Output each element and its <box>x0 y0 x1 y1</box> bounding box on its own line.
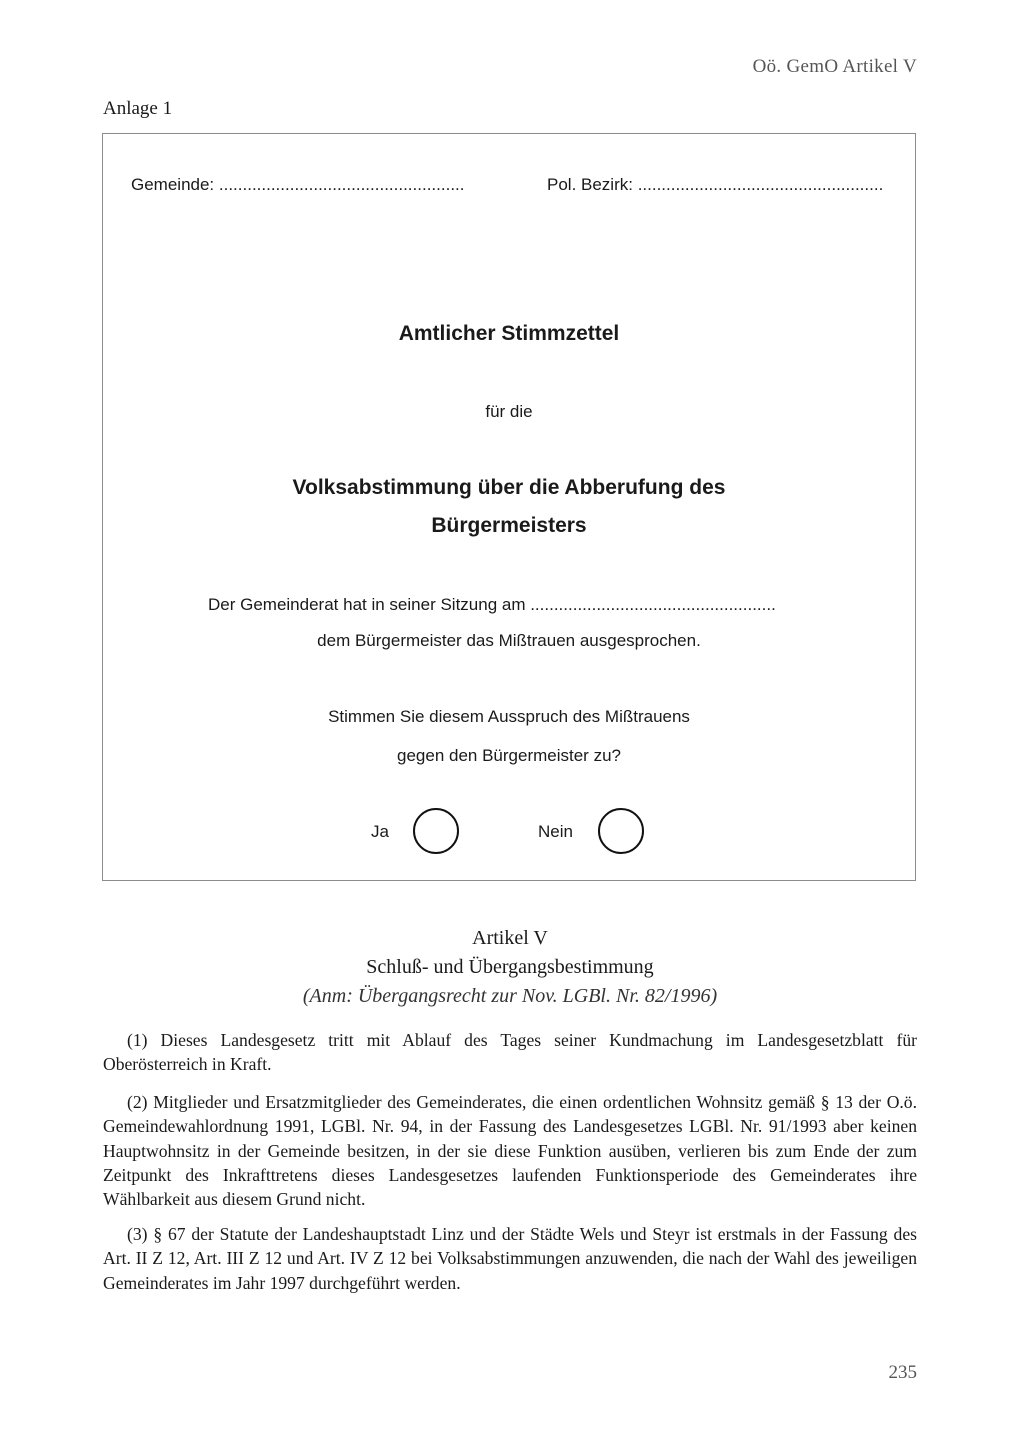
ballot-subject-line-1: Volksabstimmung über die Abberufung des <box>292 476 726 499</box>
ballot-question-line-2: gegen den Bürgermeister zu? <box>397 746 621 765</box>
article-note: (Anm: Übergangsrecht zur Nov. LGBl. Nr. 82/1996) <box>302 985 718 1007</box>
ballot-misstrauen-line: dem Bürgermeister das Mißtrauen ausgesprochen. <box>317 631 701 650</box>
article-heading: Artikel V <box>472 927 548 949</box>
paragraph-text: (2) Mitglieder und Ersatzmitglieder des Gemeinderates, die einen ordentlichen Wohnsitz gemäß § 13 der O.ö. Gemeindewahlordnung 1991, LGBl. Nr. 94, in der Fassung des Landesgesetzes LGBl. Nr. 91/1993 aber keinen Hauptwohnsitz in der Gemeinde besitzen, in der sie diese Funktion ausüben, verlieren bis zum Ende der zum Zeitpunkt des Inkrafttretens dieses Landesgesetzes laufenden Funktionsperiode des Gemeinderates ihre Wählbarkeit aus diesem Grund nicht. <box>103 1092 917 1210</box>
paragraph-3 <box>103 1222 917 1295</box>
ballot-title: Amtlicher Stimmzettel <box>398 322 620 345</box>
ballot-subject-line-2: Bürgermeisters <box>431 514 587 537</box>
ballot-question-line-1: Stimmen Sie diesem Ausspruch des Mißtrauens <box>328 707 690 726</box>
article-subheading: Schluß- und Übergangsbestimmung <box>366 956 654 978</box>
gemeinde-field: Gemeinde: .................................................... <box>131 175 465 194</box>
paragraph-text: (1) Dieses Landesgesetz tritt mit Ablauf des Tages seiner Kundmachung im Landesgesetzblatt für Oberösterreich in Kraft. <box>103 1030 917 1075</box>
option-yes-circle[interactable] <box>413 808 459 854</box>
paragraph-2 <box>103 1090 917 1211</box>
option-no-label: Nein <box>538 822 573 841</box>
ballot-sitzung-line: Der Gemeinderat hat in seiner Sitzung am .................................................... <box>208 595 776 614</box>
ballot-form <box>102 133 916 881</box>
ballot-fuer-die: für die <box>485 402 533 421</box>
option-yes-label: Ja <box>371 822 389 841</box>
paragraph-1 <box>103 1028 917 1077</box>
bezirk-field: Pol. Bezirk: .................................................... <box>547 175 884 194</box>
annex-label: Anlage 1 <box>103 98 173 119</box>
paragraph-text: (3) § 67 der Statute der Landeshauptstadt Linz und der Städte Wels und Steyr ist erstmals in der Fassung des Art. II Z 12, Art. III Z 12 und Art. IV Z 12 bei Volksabstimmungen anzuwenden, die nach der Wahl des jeweiligen Gemeinderates im Jahr 1997 durchgeführt werden. <box>103 1224 917 1293</box>
page-number: 235 <box>888 1362 917 1383</box>
running-header: Oö. GemO Artikel V <box>752 56 917 77</box>
option-no-circle[interactable] <box>598 808 644 854</box>
